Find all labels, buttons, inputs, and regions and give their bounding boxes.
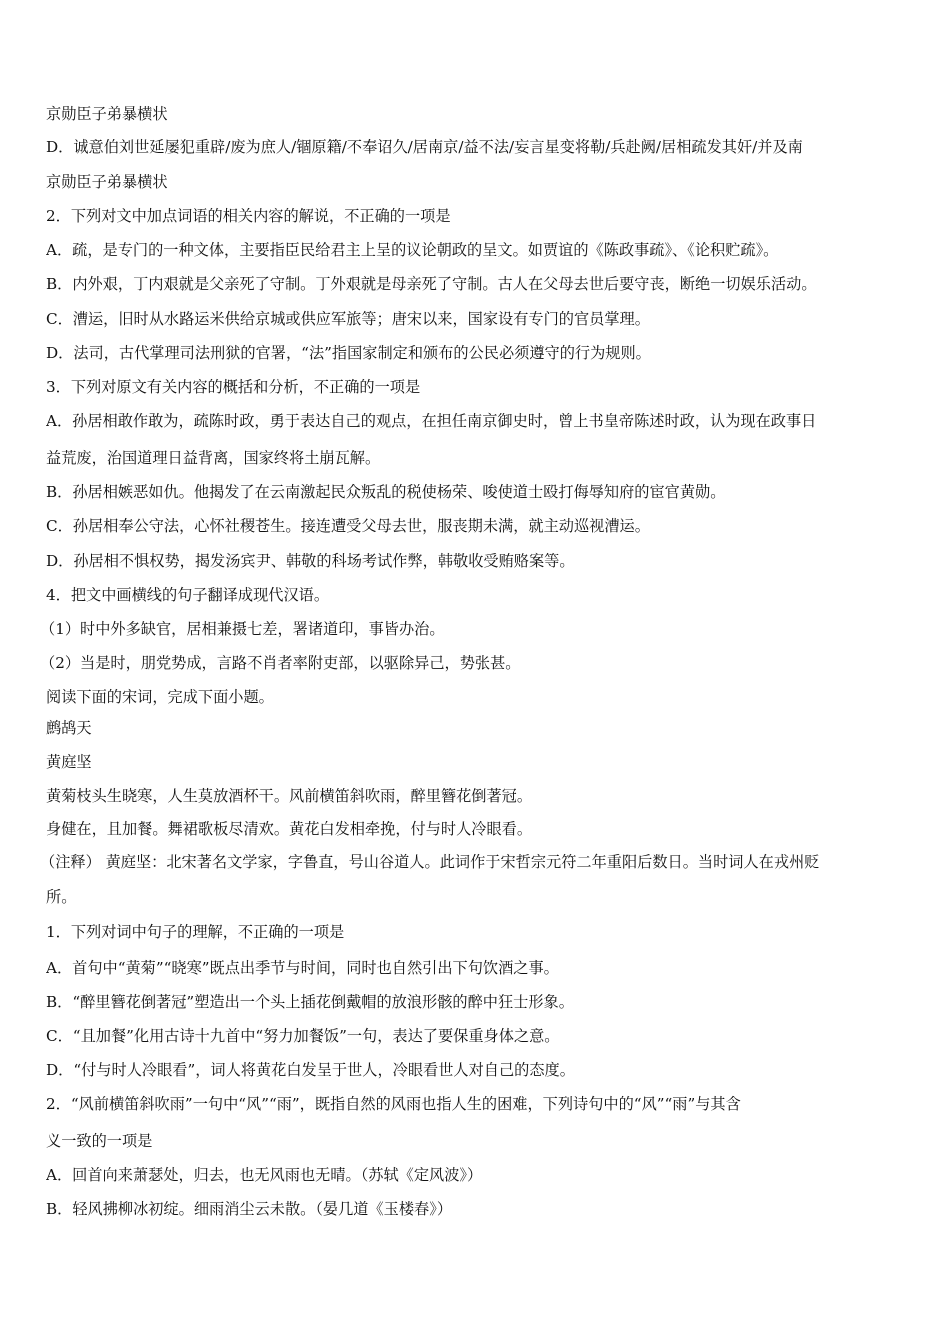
q2-stem: 2．下列对文中加点词语的相关内容的解说，不正确的一项是 bbox=[46, 207, 451, 225]
poem-note: （注释） 黄庭坚：北宋著名文学家，字鲁直，号山谷道人。此词作于宋哲宗元符二年重阳后数日。当时词人在戎州贬 bbox=[40, 853, 820, 871]
q1-option-c-continuation: 京勋臣子弟暴横状 bbox=[46, 105, 168, 123]
q4-stem: 4．把文中画横线的句子翻译成现代汉语。 bbox=[46, 586, 330, 604]
q2-option-c: C．漕运，旧时从水路运米供给京城或供应军旅等；唐宋以来，国家设有专门的官员掌理。 bbox=[46, 310, 650, 328]
pq2-option-b: B．轻风拂柳冰初绽。细雨消尘云未散。（晏几道《玉楼春》） bbox=[46, 1200, 453, 1218]
poem-intro: 阅读下面的宋词，完成下面小题。 bbox=[46, 688, 274, 706]
pq1-option-d: D．“付与时人冷眼看”，词人将黄花白发呈于世人，冷眼看世人对自己的态度。 bbox=[46, 1061, 575, 1079]
poem-author: 黄庭坚 bbox=[46, 753, 92, 771]
q3-stem: 3．下列对原文有关内容的概括和分析，不正确的一项是 bbox=[46, 378, 421, 396]
pq1-option-a: A．首句中“黄菊”“晓寒”既点出季节与时间，同时也自然引出下句饮酒之事。 bbox=[46, 959, 559, 977]
poem-line-1: 黄菊枝头生晓寒，人生莫放酒杯干。风前横笛斜吹雨，醉里簪花倒著冠。 bbox=[46, 787, 532, 805]
q4-sentence-2: （2）当是时，朋党势成，言路不肖者率附吏部，以驱除异己，势张甚。 bbox=[40, 654, 521, 672]
pq1-option-c: C．“且加餐”化用古诗十九首中“努力加餐饭”一句，表达了要保重身体之意。 bbox=[46, 1027, 560, 1045]
q2-option-d: D．法司，古代掌理司法刑狱的官署，“法”指国家制定和颁布的公民必须遵守的行为规则。 bbox=[46, 344, 651, 362]
pq2-option-a: A．回首向来萧瑟处，归去，也无风雨也无晴。（苏轼《定风波》） bbox=[46, 1166, 483, 1184]
q2-option-b: B．内外艰，丁内艰就是父亲死了守制。丁外艰就是母亲死了守制。古人在父母去世后要守丧，断绝一切娱乐活动。 bbox=[46, 275, 817, 293]
pq2-stem-continuation: 义一致的一项是 bbox=[46, 1132, 153, 1150]
q4-sentence-1: （1）时中外多缺官，居相兼摄七差，署诸道印，事皆办治。 bbox=[40, 620, 445, 638]
pq1-stem: 1．下列对词中句子的理解，不正确的一项是 bbox=[46, 923, 345, 941]
q3-option-c: C．孙居相奉公守法，心怀社稷苍生。接连遭受父母去世，服丧期未满，就主动巡视漕运。 bbox=[46, 517, 650, 535]
pq1-option-b: B．“醉里簪花倒著冠”塑造出一个头上插花倒戴帽的放浪形骸的醉中狂士形象。 bbox=[46, 993, 574, 1011]
q1-option-d-continuation: 京勋臣子弟暴横状 bbox=[46, 173, 168, 191]
poem-title: 鹧鸪天 bbox=[46, 719, 92, 737]
q3-option-a-continuation: 益荒废，治国道理日益背离，国家终将土崩瓦解。 bbox=[46, 449, 381, 467]
q3-option-a: A．孙居相敢作敢为，疏陈时政，勇于表达自己的观点，在担任南京御史时，曾上书皇帝陈述时政，认为现在政事日 bbox=[46, 412, 817, 430]
poem-line-2: 身健在，且加餐。舞裙歌板尽清欢。黄花白发相牵挽，付与时人冷眼看。 bbox=[46, 820, 532, 838]
pq2-stem: 2．“风前横笛斜吹雨”一句中“风”“雨”，既指自然的风雨也指人生的困难，下列诗句中的“风”“雨”与其含 bbox=[46, 1095, 741, 1113]
q2-option-a: A．疏，是专门的一种文体，主要指臣民给君主上呈的议论朝政的呈文。如贾谊的《陈政事疏》、《论积贮疏》。 bbox=[46, 241, 779, 259]
poem-note-continuation: 所。 bbox=[46, 888, 77, 906]
q3-option-d: D．孙居相不惧权势，揭发汤宾尹、韩敬的科场考试作弊，韩敬收受贿赂案等。 bbox=[46, 552, 575, 570]
q1-option-d: D．诚意伯刘世延屡犯重辟/废为庶人/锢原籍/不奉诏久/居南京/益不法/妄言星变将勒/兵赴阙/居相疏发其奸/并及南 bbox=[46, 138, 803, 156]
q3-option-b: B．孙居相嫉恶如仇。他揭发了在云南激起民众叛乱的税使杨荣、唆使道士殴打侮辱知府的宦官黄勋。 bbox=[46, 483, 726, 501]
